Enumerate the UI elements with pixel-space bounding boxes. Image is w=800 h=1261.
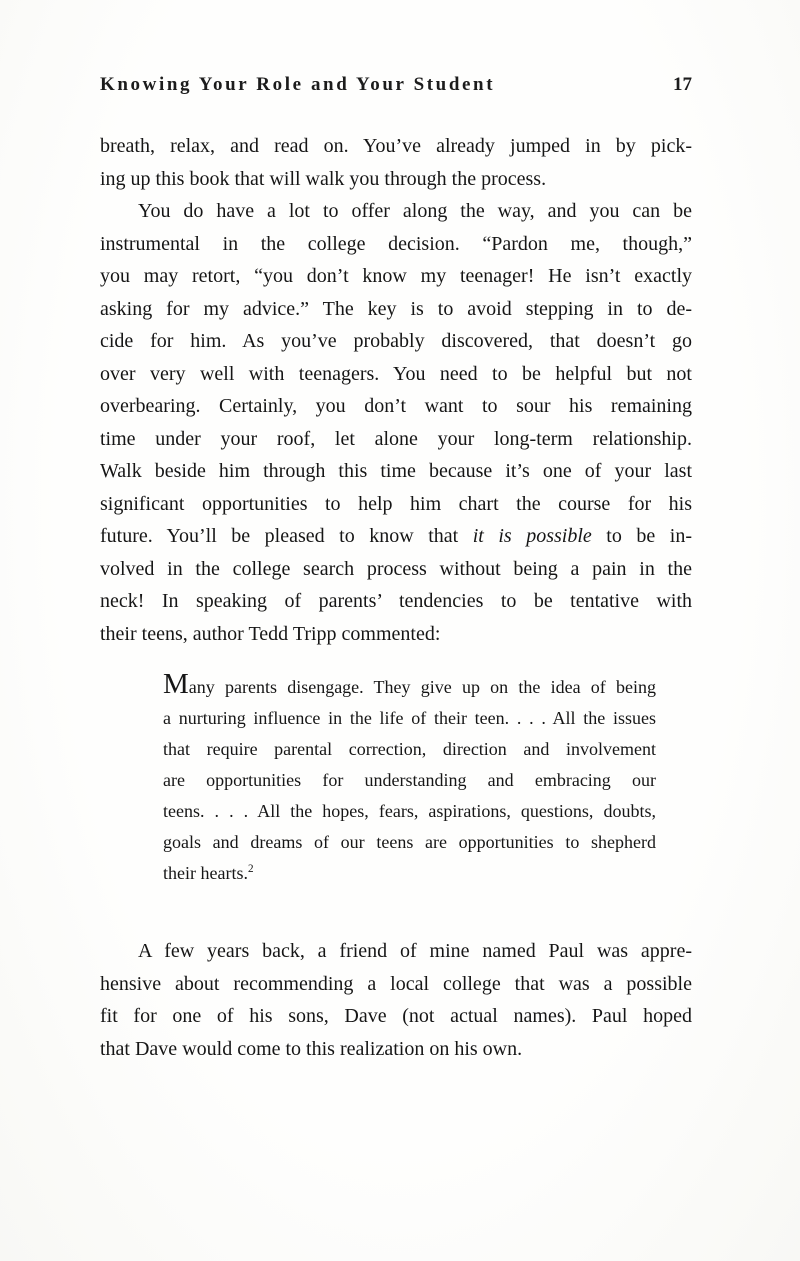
page-number: 17 [673,74,692,95]
text-line: significant opportunities to help him chart the course for his [100,492,692,515]
text-line: fit for one of his sons, Dave (not actual names). Paul hoped [100,1005,692,1027]
text-line: You do have a lot to offer along the way, and you can be [138,200,692,222]
chapter-title: Knowing Your Role and Your Student [100,74,496,95]
text-line: A few years back, a friend of mine named Paul was appre- [138,940,692,962]
text-line: goals and dreams of our teens are opportunities to shepherd [163,832,656,852]
text-line [163,858,656,889]
text-line: their teens, author Tedd Tripp commented: [100,622,441,645]
text-line: breath, relax, and read on. You’ve already jumped in by pick- [100,135,692,157]
text-segment: their hearts. [163,863,248,883]
running-header [100,74,692,96]
text-line: teens. . . . All the hopes, fears, aspirations, questions, doubts, [163,801,656,821]
page-body [100,130,692,1065]
text-line: neck! In speaking of parents’ tendencies to be tentative with [100,590,692,612]
text-line: are opportunities for understanding and embracing our [163,770,656,790]
text-line: hensive about recommending a local college that was a possible [100,972,692,995]
italic-text: it is possible [472,525,592,547]
text-line: that require parental correction, direction and involvement [163,739,656,759]
text-line: time under your roof, let alone your long-term relationship. [100,427,692,450]
text-line: Walk beside him through this time because it’s one of your last [100,460,692,482]
text-line: ing up this book that will walk you through the process. [100,167,547,190]
text-line: instrumental in the college decision. “Pardon me, though,” [100,232,692,255]
paragraph [100,935,692,1065]
text-segment: to be in- [591,525,692,547]
text-line: overbearing. Certainly, you don’t want to sour his remaining [100,395,692,417]
block-quote [163,668,656,889]
text-segment: future. You’ll be pleased to know that [100,525,473,547]
paragraph [100,195,692,650]
paragraph [100,130,692,195]
page-content [100,74,692,1065]
text-line [163,668,656,703]
text-line: volved in the college search process without being a pain in the [100,557,692,580]
text-segment: any parents disengage. They give up on the idea of being [188,677,656,697]
text-line: a nurturing influence in the life of their teen. . . . All the issues [163,708,656,728]
footnote-reference: 2 [247,863,254,875]
text-line: over very well with teenagers. You need to be helpful but not [100,362,692,385]
text-line: asking for my advice.” The key is to avoid stepping in to de- [100,297,692,320]
text-line [100,520,692,553]
text-line: that Dave would come to this realization on his own. [100,1037,523,1060]
text-line: you may retort, “you don’t know my teenager! He isn’t exactly [100,265,692,287]
text-line: cide for him. As you’ve probably discovered, that doesn’t go [100,330,692,352]
initial-capital: M [163,668,189,700]
